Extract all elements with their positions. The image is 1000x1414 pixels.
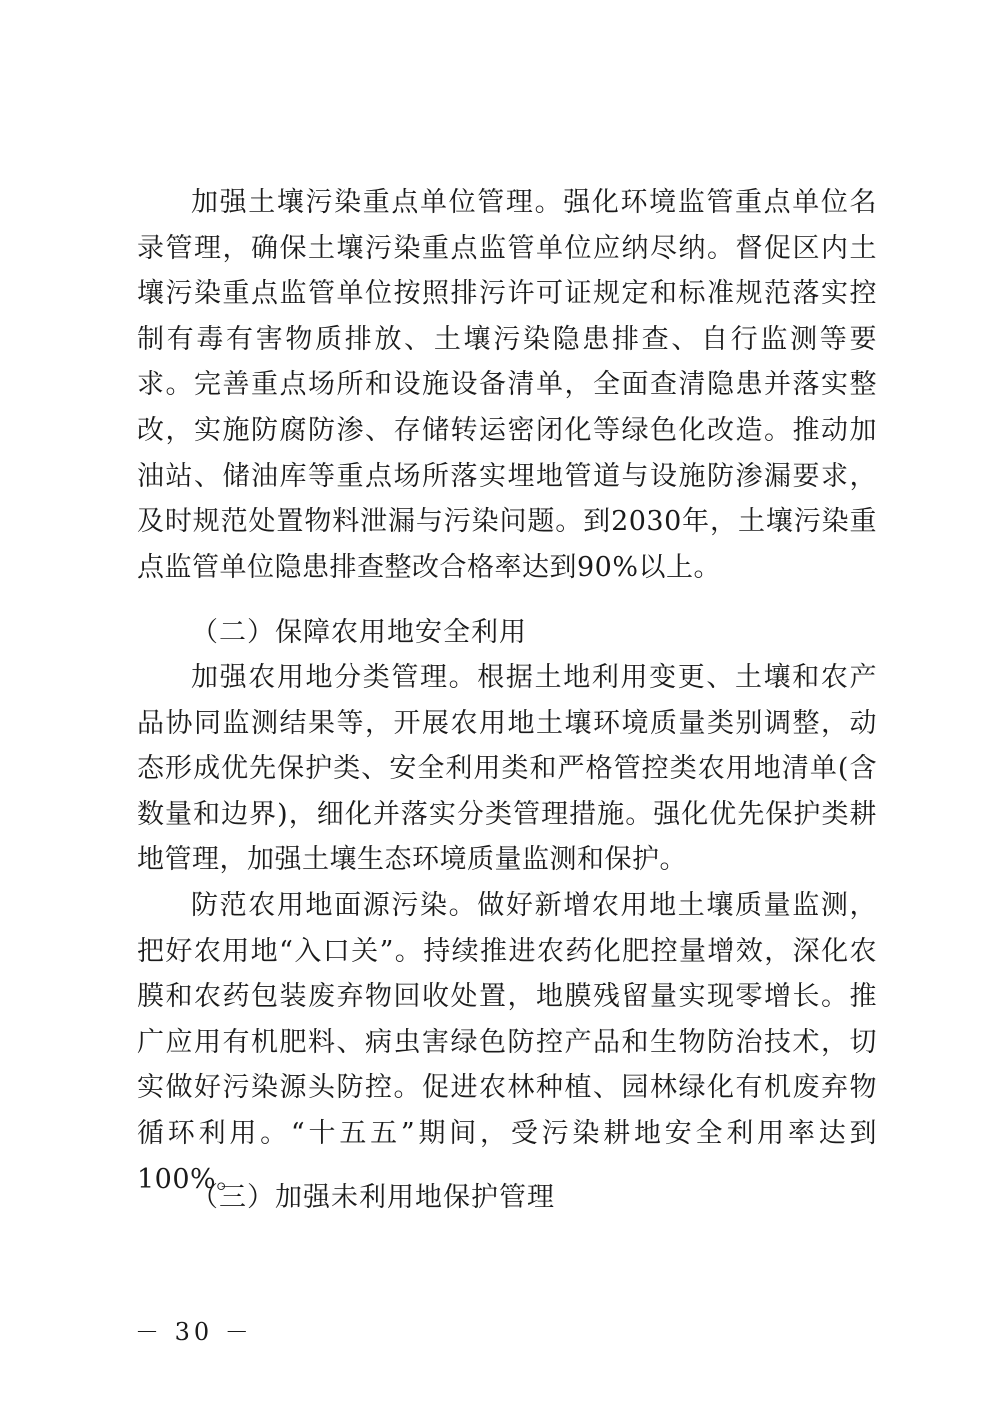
page-number: － 30 －	[135, 1318, 253, 1346]
section-heading-unused-land: （三）加强未利用地保护管理	[191, 1182, 555, 1213]
section-heading-farmland-safe-use: （二）保障农用地安全利用	[191, 617, 527, 648]
paragraph-farmland-nonpoint-pollution: 防范农用地面源污染。做好新增农用地土壤质量监测，把好农用地“入口关”。持续推进农药化肥控量增效，深化农膜和农药包装废弃物回收处置，地膜残留量实现零增长。推广应用有机肥料、病虫害绿色防控产品和生物防治技术，切实做好污染源头防控。促进农林种植、园林绿化有机废弃物循环利用。“十五五”期间，受污染耕地安全利用率达到100%。	[137, 890, 877, 1195]
paragraph-farmland-classification: 加强农用地分类管理。根据土地利用变更、土壤和农产品协同监测结果等，开展农用地土壤环境质量类别调整，动态形成优先保护类、安全利用类和严格管控类农用地清单(含数量和边界)，细化并落实分类管理措施。强化优先保护类耕地管理，加强土壤生态环境质量监测和保护。	[137, 662, 877, 876]
paragraph-soil-key-units: 加强土壤污染重点单位管理。强化环境监管重点单位名录管理，确保土壤污染重点监管单位应纳尽纳。督促区内土壤污染重点监管单位按照排污许可证规定和标准规范落实控制有毒有害物质排放、土壤污染隐患排查、自行监测等要求。完善重点场所和设施设备清单，全面查清隐患并落实整改，实施防腐防渗、存储转运密闭化等绿色化改造。推动加油站、储油库等重点场所落实埋地管道与设施防渗漏要求，及时规范处置物料泄漏与污染问题。到2030年，土壤污染重点监管单位隐患排查整改合格率达到90%以上。	[137, 187, 877, 583]
